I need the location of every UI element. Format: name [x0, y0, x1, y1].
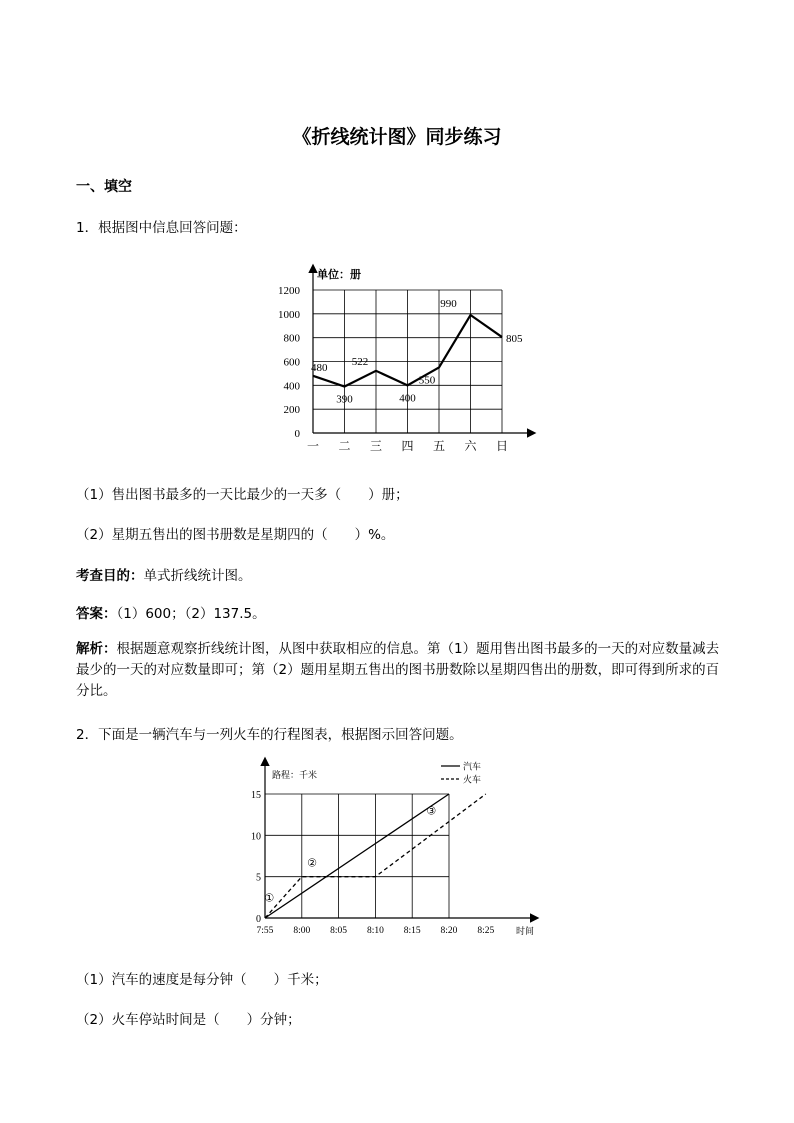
y-tick-label: 600 [283, 356, 300, 369]
x-tick-label: 8:25 [477, 926, 495, 936]
data-label: 480 [311, 361, 328, 374]
question-2-sub1: （1）汽车的速度是每分钟（ ）千米； [76, 972, 328, 988]
x-tick-label: 二 [338, 439, 351, 453]
x-tick-label: 8:20 [440, 926, 458, 936]
travel-distance-chart [250, 755, 550, 945]
page-title: 《折线统计图》同步练习 [292, 126, 502, 148]
y-tick-label: 10 [251, 831, 261, 843]
analysis-paragraph [76, 639, 720, 702]
question-2-stem: 2．下面是一辆汽车与一列火车的行程图表，根据图示回答问题。 [76, 727, 463, 743]
legend-label: 火车 [463, 774, 482, 785]
y-axis-unit-label: 单位：册 [317, 269, 361, 281]
question-1-stem: 1．根据图中信息回答问题： [76, 220, 247, 236]
x-tick-label: 三 [369, 439, 383, 453]
y-tick-label: 1000 [278, 308, 300, 321]
data-label: 805 [506, 333, 523, 346]
question-1-sub2: （2）星期五售出的图书册数是星期四的（ ）%。 [76, 527, 395, 543]
x-tick-label: 8:00 [293, 926, 311, 936]
x-tick-label: 五 [432, 439, 446, 453]
y-tick-label: 0 [256, 914, 261, 925]
aim-label: 考查目的： [76, 568, 144, 584]
data-label: 522 [351, 355, 369, 368]
y-tick-label: 1200 [278, 285, 300, 297]
answer-text: （1）600；（2）137.5。 [116, 606, 266, 622]
section-heading: 一、填空 [76, 179, 132, 195]
data-label: 400 [399, 392, 416, 405]
x-tick-label: 六 [464, 439, 477, 453]
question-1-sub1: （1）售出图书最多的一天比最少的一天多（ ）册； [76, 487, 409, 503]
data-label: 390 [336, 393, 353, 406]
data-label: 550 [418, 374, 436, 387]
y-tick-label: 400 [283, 380, 300, 393]
y-tick-label: 5 [256, 872, 261, 884]
annotation-marker: ③ [426, 805, 437, 818]
car-series-line [265, 794, 449, 918]
aim-text: 单式折线统计图。 [143, 568, 252, 584]
y-tick-label: 0 [294, 428, 300, 440]
analysis-text: 根据题意观察折线统计图，从图中获取相应的信息。第（1）题用售出图书最多的一天的对应数量减去最少的一天的对应数量即可；第（2）题用星期五售出的图书册数除以星期四售出的册数，即可得到所求的百分比。 [76, 641, 720, 699]
answer-line [76, 602, 266, 622]
x-tick-label: 四 [401, 439, 414, 453]
x-axis-label: 时间 [516, 926, 535, 936]
annotation-marker: ① [264, 892, 275, 905]
question-2-sub2: （2）火车停站时间是（ ）分钟； [76, 1012, 301, 1028]
x-tick-label: 7:55 [256, 926, 274, 936]
y-tick-label: 15 [251, 790, 261, 801]
book-sales-line-chart [270, 260, 550, 460]
x-tick-label: 8:15 [403, 926, 421, 936]
analysis-label: 解析： [76, 641, 117, 657]
x-tick-label: 日 [495, 439, 509, 453]
answer-label: 答案： [76, 606, 117, 622]
x-tick-label: 8:10 [366, 926, 384, 936]
y-tick-label: 800 [283, 332, 300, 345]
y-axis-unit-label: 路程：千米 [272, 770, 318, 780]
aim-line [76, 564, 252, 584]
y-tick-label: 200 [283, 404, 300, 417]
legend-label: 汽车 [463, 761, 482, 772]
data-label: 990 [440, 298, 457, 311]
x-tick-label: 一 [306, 439, 320, 453]
x-tick-label: 8:05 [330, 926, 348, 936]
annotation-marker: ② [307, 857, 317, 870]
